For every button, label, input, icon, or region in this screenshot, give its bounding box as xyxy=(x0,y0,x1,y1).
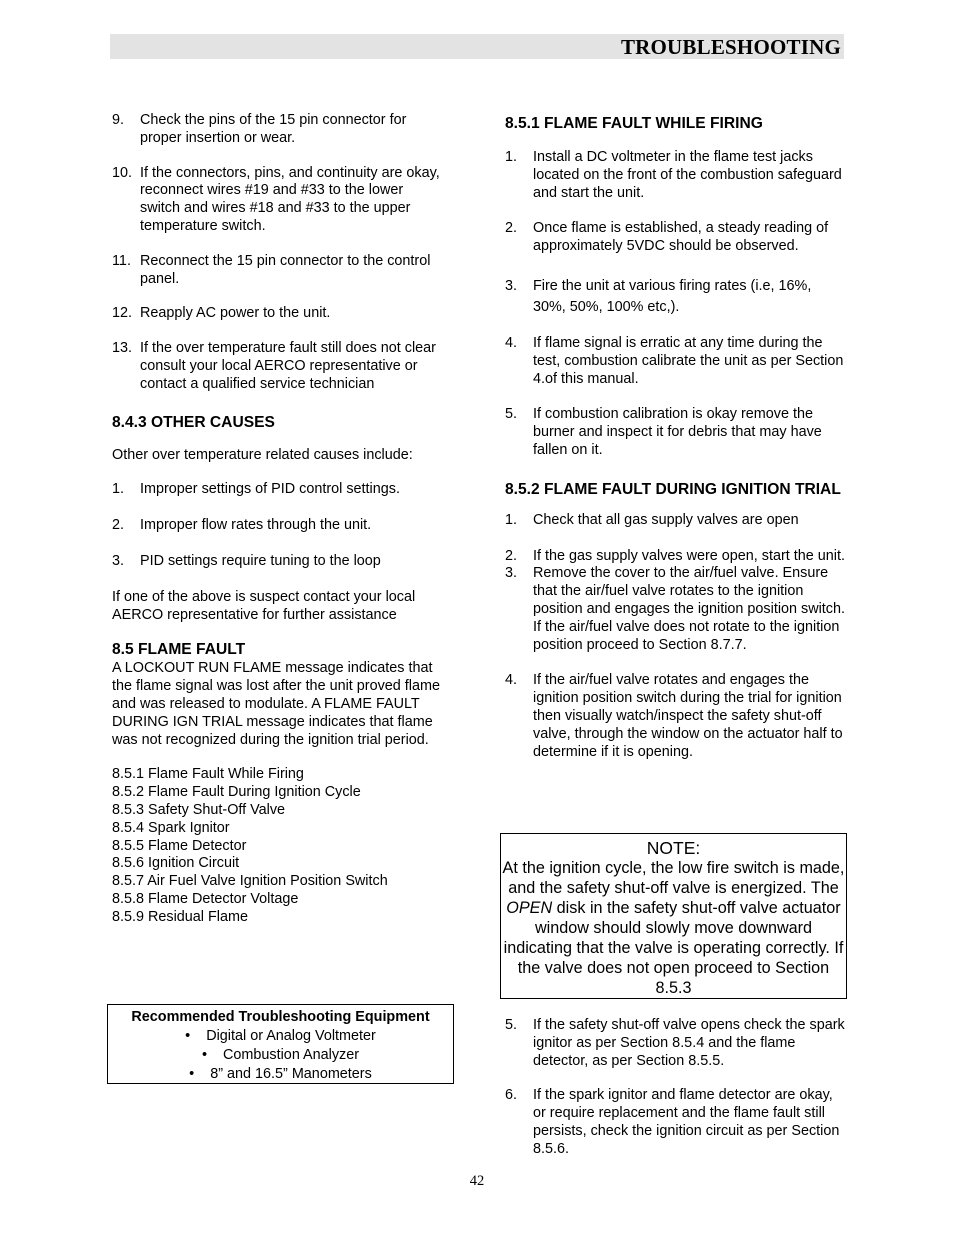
list-item: 1. Install a DC voltmeter in the flame test jacks located on the front of the combustion safeguard and start the unit. xyxy=(505,149,842,201)
equipment-item: • Digital or Analog Voltmeter xyxy=(108,1027,453,1046)
flame-fault-body: A LOCKOUT RUN FLAME message indicates that the flame signal was lost after the unit proved flame and was released to modulate. A FLAME FAULT DURING IGN TRIAL message indicates that flame was not recognized during the ignition trial period. xyxy=(112,660,440,748)
right-column xyxy=(505,113,845,778)
toc-entry: 8.5.4 Spark Ignitor xyxy=(112,819,230,836)
page-header-bar xyxy=(110,34,844,59)
list-item: 11. Reconnect the 15 pin connector to the control panel. xyxy=(112,252,431,287)
toc-entry: 8.5.3 Safety Shut-Off Valve xyxy=(112,801,286,818)
list-item: 4. If flame signal is erratic at any time during the test, combustion calibrate the unit as per Section 4.of this manual. xyxy=(505,334,844,387)
list-item: 12. Reapply AC power to the unit. xyxy=(112,305,331,322)
toc-entry: 8.5.1 Flame Fault While Firing xyxy=(112,766,304,783)
list-item: 4. If the air/fuel valve rotates and engages the ignition position switch during the trial for ignition then visually watch/inspect the safety shut-off valve, through the window on the actuator half to determine if it is opening. xyxy=(505,672,843,760)
note-box xyxy=(500,833,847,999)
page-number: 42 xyxy=(469,1173,485,1189)
list-item: 3. PID settings require tuning to the loop xyxy=(112,552,381,569)
left-column xyxy=(112,112,447,927)
toc-entry: 8.5.9 Residual Flame xyxy=(112,908,248,925)
section-heading-other-causes: 8.4.3 OTHER CAUSES xyxy=(112,413,275,431)
list-item: 6. If the spark ignitor and flame detector are okay, or require replacement and the flame fault still persists, check the ignition circuit as per Section 8.5.6. xyxy=(505,1087,840,1157)
list-item: 1. Check that all gas supply valves are open xyxy=(505,511,799,528)
other-causes-intro: Other over temperature related causes include: xyxy=(112,446,413,463)
note-text: At the ignition cycle, the low fire switch is made, and the safety shut-off valve is energized. The OPEN disk in the safety shut-off valve actuator window should slowly move downward indicating that the valve is operating correctly. If the valve does not open proceed to Section 8.5.3 xyxy=(502,859,845,997)
note-title: NOTE: xyxy=(646,838,701,858)
list-item: 2. Once flame is established, a steady reading of approximately 5VDC should be observed. xyxy=(505,220,829,255)
right-column-continued xyxy=(505,1017,845,1176)
list-item: 1. Improper settings of PID control settings. xyxy=(112,481,400,498)
toc-entry: 8.5.5 Flame Detector xyxy=(112,837,247,854)
section-heading-852: 8.5.2 FLAME FAULT DURING IGNITION TRIAL xyxy=(505,480,841,498)
toc-entry: 8.5.6 Ignition Circuit xyxy=(112,855,240,872)
other-causes-closing: If one of the above is suspect contact your local AERCO representative for further assistance xyxy=(112,588,416,623)
equipment-item: • 8” and 16.5” Manometers xyxy=(108,1065,453,1084)
list-item: 2. Improper flow rates through the unit. xyxy=(112,517,372,534)
list-item: 5. If combustion calibration is okay remove the burner and inspect it for debris that may have fallen on it. xyxy=(505,406,822,458)
equipment-title: Recommended Troubleshooting Equipment xyxy=(131,1009,430,1025)
toc-entry: 8.5.2 Flame Fault During Ignition Cycle xyxy=(112,784,361,801)
equipment-box xyxy=(107,1004,454,1084)
list-item: 3. Fire the unit at various firing rates (i.e, 16%, 30%, 50%, 100% etc,). xyxy=(505,277,812,316)
page-header-title: TROUBLESHOOTING xyxy=(620,35,841,59)
toc-entry: 8.5.7 Air Fuel Valve Ignition Position Switch xyxy=(112,873,388,890)
list-item: 3. Remove the cover to the air/fuel valve. Ensure that the air/fuel valve rotates to the ignition position and engages the ignition position switch. If the air/fuel valve does not rotate to the ignition position proceed to Section 8.7.7. xyxy=(505,565,846,653)
list-item: 2. If the gas supply valves were open, start the unit. xyxy=(505,547,845,564)
list-item: 10. If the connectors, pins, and continuity are okay, reconnect wires #19 and #33 to the lower switch and wires #18 and #33 to the upper temperature switch. xyxy=(112,164,440,234)
list-item: 13. If the over temperature fault still does not clear consult your local AERCO representative or contact a qualified service technician xyxy=(112,340,436,392)
equipment-item: • Combustion Analyzer xyxy=(108,1046,453,1065)
flame-fault-toc xyxy=(112,766,447,926)
list-item: 9. Check the pins of the 15 pin connector for proper insertion or wear. xyxy=(112,112,407,146)
toc-entry: 8.5.8 Flame Detector Voltage xyxy=(112,890,299,907)
section-heading-flame-fault: 8.5 FLAME FAULT xyxy=(112,641,246,659)
list-item: 5. If the safety shut-off valve opens check the spark ignitor as per Section 8.5.4 and the flame detector, as per Section 8.5.5. xyxy=(505,1017,845,1069)
section-heading-851: 8.5.1 FLAME FAULT WHILE FIRING xyxy=(505,115,763,132)
